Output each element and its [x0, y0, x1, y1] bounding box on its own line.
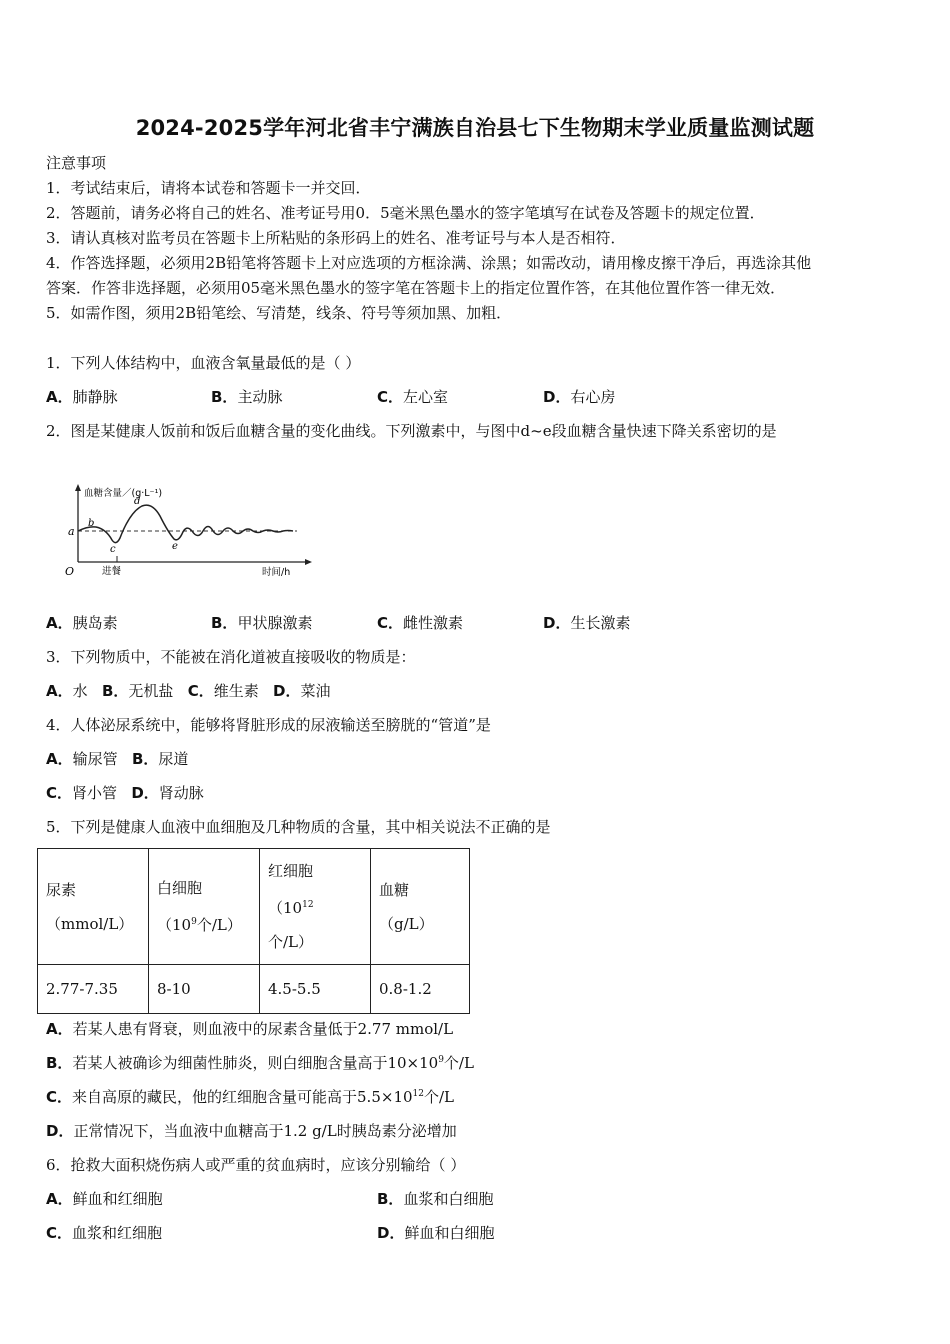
question-6-option-d: D．鲜血和白细胞 [377, 1224, 495, 1242]
question-3-stem: 3．下列物质中，不能被在消化道被直接吸收的物质是： [46, 648, 416, 666]
question-1-stem: 1．下列人体结构中，血液含氧量最低的是（ ） [46, 354, 361, 372]
page-title: 2024-2025学年河北省丰宁满族自治县七下生物期末学业质量监测试题 [135, 116, 815, 140]
value-cell-rbc: 4.5-5.5 [260, 965, 371, 1014]
y-axis-arrow [75, 484, 81, 491]
question-4-stem: 4．人体泌尿系统中，能够将肾脏形成的尿液输送至膀胱的“管道”是 [46, 716, 491, 734]
question-5-option-b: B．若某人被确诊为细菌性肺炎，则白细胞含量高于$10\times 10^9$个/L [46, 1054, 474, 1072]
origin-label: O [65, 565, 75, 577]
question-5-stem: 5．下列是健康人血液中血细胞及几种物质的含量，其中相关说法不正确的是 [46, 818, 551, 836]
question-4-options-cd: C．肾小管 D．肾动脉 [46, 784, 204, 802]
question-2-option-c: C．雌性激素 [377, 614, 464, 632]
table-row [38, 965, 470, 1014]
value-cell-wbc: 8-10 [149, 965, 260, 1014]
point-label-b: b [88, 518, 95, 529]
point-label-e: e [172, 541, 178, 552]
notice-item: 2．答题前，请务必将自己的姓名、准考证号用0．5毫米黑色墨水的签字笔填写在试卷及答题卡的规定位置． [46, 204, 765, 222]
value-cell-glucose: 0.8-1.2 [371, 965, 470, 1014]
x-axis-label: 时间/h [262, 567, 291, 577]
question-5-option-c: C．来自高原的藏民，他的红细胞含量可能高于$5.5\times 10^{12}$个/L [46, 1088, 454, 1106]
y-axis-label: 血糖含量／(g·L⁻¹) [84, 488, 163, 499]
meal-label: 进餐 [102, 566, 122, 577]
x-axis-arrow [305, 559, 312, 565]
point-label-c: c [110, 544, 116, 555]
notice-heading: 注意事项 [46, 154, 107, 172]
question-2-stem: 2．图是某健康人饭前和饭后血糖含量的变化曲线。下列激素中，与图中d~e段血糖含量快速下降关系密切的是 [46, 422, 777, 440]
notice-item: 5．如需作图，须用2B铅笔绘、写清楚，线条、符号等须加黑、加粗． [46, 304, 512, 322]
header-cell-glucose: 血糖 （g/L） [371, 849, 470, 965]
notice-item: 1．考试结束后，请将本试卷和答题卡一并交回． [46, 179, 371, 197]
notice-item: 答案．作答非选择题，必须用05毫米黑色墨水的签字笔在答题卡上的指定位置作答，在其他位置作答一律无效． [46, 279, 786, 297]
baseline-label: a [68, 525, 75, 538]
table-header-row [38, 849, 470, 965]
question-5-option-d: D．正常情况下，当血液中血糖高于1.2 g/L时胰岛素分泌增加 [46, 1122, 457, 1140]
blood-sugar-curve [78, 505, 293, 542]
question-6-option-b: B．血浆和白细胞 [377, 1190, 494, 1208]
header-cell-wbc: 白细胞 （$10^9$个/L） [149, 849, 260, 965]
question-4-options-ab: A．输尿管 B．尿道 [46, 750, 189, 768]
blood-content-table [37, 848, 470, 1014]
question-6-option-a: A．鲜血和红细胞 [46, 1190, 163, 1208]
question-1-option-a: A．肺静脉 [46, 388, 118, 406]
question-6-stem: 6．抢救大面积烧伤病人或严重的贫血病时，应该分别输给（ ） [46, 1156, 466, 1174]
question-2-option-a: A．胰岛素 [46, 614, 118, 632]
question-1-option-d: D．右心房 [543, 388, 616, 406]
header-cell-rbc: 红细胞 （$10^{12}$ 个/L） [260, 849, 371, 965]
value-cell-urea: 2.77-7.35 [38, 965, 149, 1014]
blood-sugar-curve-figure [62, 482, 317, 577]
question-1-option-b: B．主动脉 [211, 388, 283, 406]
notice-item: 3．请认真核对监考员在答题卡上所粘贴的条形码上的姓名、准考证号与本人是否相符． [46, 229, 626, 247]
question-3-options: A．水 B．无机盐 C．维生素 D．菜油 [46, 682, 331, 700]
point-label-d: d [134, 496, 141, 507]
question-1-option-c: C．左心室 [377, 388, 449, 406]
question-5-option-a: A．若某人患有肾衰，则血液中的尿素含量低于2.77 mmol/L [46, 1020, 454, 1038]
header-cell-urea: 尿素 （mmol/L） [38, 849, 149, 965]
question-6-option-c: C．血浆和红细胞 [46, 1224, 163, 1242]
question-2-option-b: B．甲状腺激素 [211, 614, 313, 632]
notice-item: 4．作答选择题，必须用2B铅笔将答题卡上对应选项的方框涂满、涂黑；如需改动，请用橡皮擦干净后，再选涂其他 [46, 254, 812, 272]
question-2-option-d: D．生长激素 [543, 614, 631, 632]
